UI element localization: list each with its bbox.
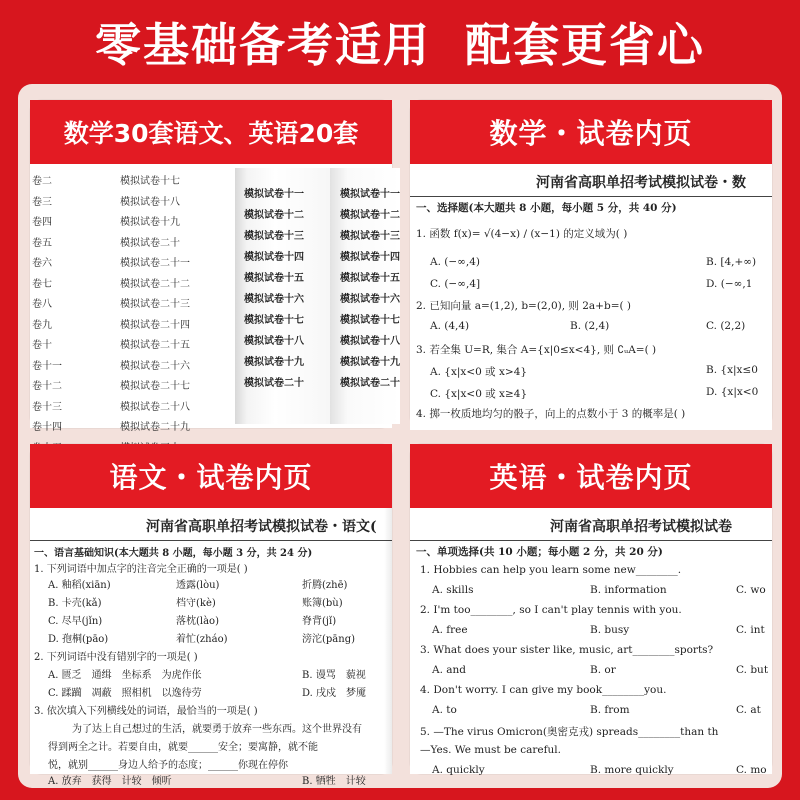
- contents-entry: 模拟试卷十一: [340, 189, 400, 200]
- chinese-line: 落枕(lào): [176, 616, 219, 627]
- contents-entry: 模拟试卷二十一: [120, 258, 190, 269]
- english-line: A. skills: [432, 584, 474, 596]
- divider: [410, 540, 772, 541]
- english-panel-title: 英语・试卷内页: [410, 444, 772, 508]
- chinese-line: 透露(lòu): [176, 580, 220, 591]
- contents-entry: 卷十一: [32, 360, 62, 372]
- english-exam-page: [410, 508, 772, 774]
- english-panel: [410, 444, 772, 774]
- contents-entry: 卷六: [32, 258, 52, 269]
- contents-entry: 模拟试卷二十八: [120, 401, 190, 413]
- contents-column-4: [340, 184, 420, 394]
- contents-entry: 卷四: [32, 217, 52, 228]
- chinese-line: A. 釉稻(xiān): [48, 580, 111, 591]
- math-line: A. (4,4): [430, 320, 470, 332]
- contents-entry: 卷十二: [32, 381, 62, 392]
- contents-entry: 模拟试卷二十九: [120, 422, 190, 433]
- chinese-panel: [30, 444, 392, 787]
- english-line: B. more quickly: [590, 764, 674, 776]
- contents-column-2: [120, 172, 220, 459]
- chinese-line: B. 卡壳(kǎ): [48, 598, 102, 609]
- contents-entry: 模拟试卷二十四: [120, 319, 190, 331]
- headline-right: 配套更省心: [465, 18, 705, 72]
- english-line: 1. Hobbies can help you learn some new________.: [420, 564, 682, 576]
- contents-entry: 卷十三: [32, 401, 62, 413]
- english-line: B. or: [590, 664, 616, 676]
- english-line: A. to: [432, 704, 457, 716]
- chinese-line: A. 匮乏 通缉 坐标系 为虎作伥: [48, 670, 202, 681]
- contents-entry: 模拟试卷十一: [244, 189, 304, 200]
- english-line: B. from: [590, 704, 630, 716]
- chinese-line: 着忙(zháo): [176, 634, 228, 645]
- contents-entry: 模拟试卷二十: [244, 378, 304, 389]
- contents-column-1: [32, 172, 92, 459]
- contents-entry: 模拟试卷十六: [244, 294, 304, 305]
- math-line: A. {x|x<0 或 x>4}: [430, 366, 528, 378]
- math-line: B. [4,+∞): [706, 256, 757, 268]
- contents-entry: 模拟试卷十二: [244, 210, 304, 221]
- contents-entry: 卷十四: [32, 422, 62, 433]
- chinese-line: 滂沱(pāng): [302, 634, 356, 645]
- chinese-line: C. 尽早(jǐn): [48, 616, 103, 627]
- divider: [30, 540, 392, 541]
- english-line: 2. I'm too________, so I can't play tennis with you.: [420, 604, 682, 616]
- chinese-line: 悦，就别______身边人给予的态度；______你现在停你: [48, 760, 288, 771]
- math-line: C. {x|x<0 或 x≥4}: [430, 388, 528, 400]
- divider: [410, 196, 772, 197]
- contents-entry: 模拟试卷二十六: [120, 360, 190, 372]
- contents-entry: 模拟试卷十七: [244, 315, 304, 326]
- chinese-line: 2. 下列词语中没有错别字的一项是( ): [34, 652, 198, 663]
- contents-entry: 模拟试卷十五: [244, 273, 304, 284]
- math-line: 4. 掷一枚质地均匀的骰子，向上的点数小于 3 的概率是( ): [416, 408, 686, 420]
- contents-entry: 模拟试卷十四: [244, 252, 304, 263]
- contents-entry: 模拟试卷二十: [340, 378, 400, 389]
- contents-entry: 卷三: [32, 196, 52, 208]
- headline: [0, 0, 800, 84]
- english-line: A. free: [432, 624, 468, 636]
- math-line: C. (−∞,4]: [430, 278, 481, 290]
- chinese-line: 为了达上自己想过的生活，就要勇于放弃一些东西。这个世界没有: [72, 724, 362, 735]
- contents-entry: 模拟试卷十八: [244, 336, 304, 347]
- math-panel-title: 数学・试卷内页: [410, 100, 772, 164]
- english-line: 4. Don't worry. I can give my book________you.: [420, 684, 667, 696]
- contents-entry: 卷八: [32, 299, 52, 310]
- contents-panel: [30, 100, 400, 433]
- contents-entry: 模拟试卷十九: [120, 217, 180, 228]
- contents-entry: 模拟试卷二十: [120, 237, 180, 249]
- math-line: C. (2,2): [706, 320, 746, 332]
- contents-entry: 模拟试卷二十二: [120, 278, 190, 290]
- math-line: B. {x|x≤0: [706, 364, 758, 376]
- contents-entry: 模拟试卷十二: [340, 210, 400, 221]
- english-line: B. busy: [590, 624, 630, 636]
- math-line: D. (−∞,1: [706, 278, 753, 290]
- math-line: D. {x|x<0: [706, 386, 759, 398]
- contents-entry: 模拟试卷十六: [340, 294, 400, 305]
- chinese-line: D. 戌戍 梦魇: [302, 688, 367, 699]
- english-exam-title: 河南省高职单招考试模拟试卷: [550, 519, 732, 535]
- english-line: C. mo: [736, 764, 767, 776]
- contents-entry: 模拟试卷十八: [120, 196, 180, 208]
- contents-entry: 模拟试卷十三: [244, 231, 304, 242]
- english-line: C. int: [736, 624, 765, 636]
- math-line: 2. 已知向量 a=(1,2), b=(2,0), 则 2a+b=( ): [416, 300, 632, 312]
- contents-entry: 模拟试卷十四: [340, 252, 400, 263]
- english-line: —Yes. We must be careful.: [420, 744, 561, 756]
- chinese-line: 脊背(jǐ): [302, 616, 337, 627]
- contents-entry: 模拟试卷十九: [244, 357, 304, 368]
- contents-entry: 模拟试卷十七: [340, 315, 400, 326]
- contents-entry: 卷二: [32, 176, 52, 187]
- contents-entry: 模拟试卷十七: [120, 176, 180, 187]
- english-line: B. information: [590, 584, 667, 596]
- chinese-line: 折腾(zhē): [302, 580, 348, 591]
- chinese-line: 档守(kè): [176, 598, 216, 609]
- math-line: B. (2,4): [570, 320, 610, 332]
- chinese-line: A. 放弃 获得 计较 倾听: [48, 776, 172, 787]
- chinese-line: 账簿(bù): [302, 598, 343, 609]
- contents-entry: 模拟试卷二十三: [120, 299, 190, 310]
- paper-shadow: [384, 508, 392, 774]
- english-line: 5. —The virus Omicron(奥密克戎) spreads________than th: [420, 726, 719, 738]
- headline-left: 零基础备考适用: [95, 18, 431, 72]
- contents-entry: 模拟试卷二十七: [120, 381, 190, 392]
- english-line: 一、单项选择(共 10 小题；每小题 2 分，共 20 分): [416, 546, 663, 558]
- english-line: C. wo: [736, 584, 766, 596]
- chinese-panel-title: 语文・试卷内页: [30, 444, 392, 508]
- contents-panel-title: 数学30套语文、英语20套: [30, 100, 392, 164]
- contents-entry: 模拟试卷十五: [340, 273, 400, 284]
- contents-column-3: [244, 184, 324, 394]
- math-line: 3. 若全集 U=R, 集合 A={x|0≤x<4}, 则 ∁ᵤA=( ): [416, 344, 657, 356]
- chinese-exam-title: 河南省高职单招考试模拟试卷・语文(: [146, 519, 377, 535]
- english-line: 3. What does your sister like, music, art________sports?: [420, 644, 714, 656]
- english-line: A. quickly: [432, 764, 485, 776]
- math-line: A. (−∞,4): [430, 256, 481, 268]
- chinese-line: B. 牺牲 计较: [302, 776, 366, 787]
- chinese-line: C. 蹂躏 凋蔽 照相机 以逸待劳: [48, 688, 202, 699]
- chinese-exam-page: [30, 508, 392, 787]
- chinese-line: 1. 下列词语中加点字的注音完全正确的一项是( ): [34, 564, 248, 575]
- chinese-line: 得到两全之计。若要自由，就要______安全；要寓静，就不能: [48, 742, 318, 753]
- contents-entry: 模拟试卷十三: [340, 231, 400, 242]
- contents-entry: 模拟试卷十八: [340, 336, 400, 347]
- contents-entry: 卷五: [32, 237, 52, 249]
- math-line: 1. 函数 f(x)= √(4−x) / (x−1) 的定义域为( ): [416, 228, 628, 240]
- contents-entry: 卷九: [32, 319, 52, 331]
- contents-entry: 模拟试卷十九: [340, 357, 400, 368]
- english-line: A. and: [432, 664, 467, 676]
- math-line: 一、选择题(本大题共 8 小题，每小题 5 分，共 40 分): [416, 202, 677, 214]
- english-line: C. but: [736, 664, 769, 676]
- contents-pages: [30, 164, 400, 433]
- chinese-line: 一、语言基础知识(本大题共 8 小题，每小题 3 分，共 24 分): [34, 548, 313, 559]
- chinese-line: B. 谩骂 藐视: [302, 670, 366, 681]
- math-panel: [410, 100, 772, 428]
- chinese-line: 3. 依次填入下列横线处的词语，最恰当的一项是( ): [34, 706, 258, 717]
- math-exam-title: 河南省高职单招考试模拟试卷・数: [536, 175, 746, 191]
- contents-entry: 卷十: [32, 340, 52, 351]
- chinese-line: D. 孢桐(pāo): [48, 634, 109, 645]
- contents-entry: 模拟试卷二十五: [120, 340, 190, 351]
- math-exam-page: [410, 164, 772, 430]
- english-line: C. at: [736, 704, 761, 716]
- contents-entry: 卷七: [32, 278, 52, 290]
